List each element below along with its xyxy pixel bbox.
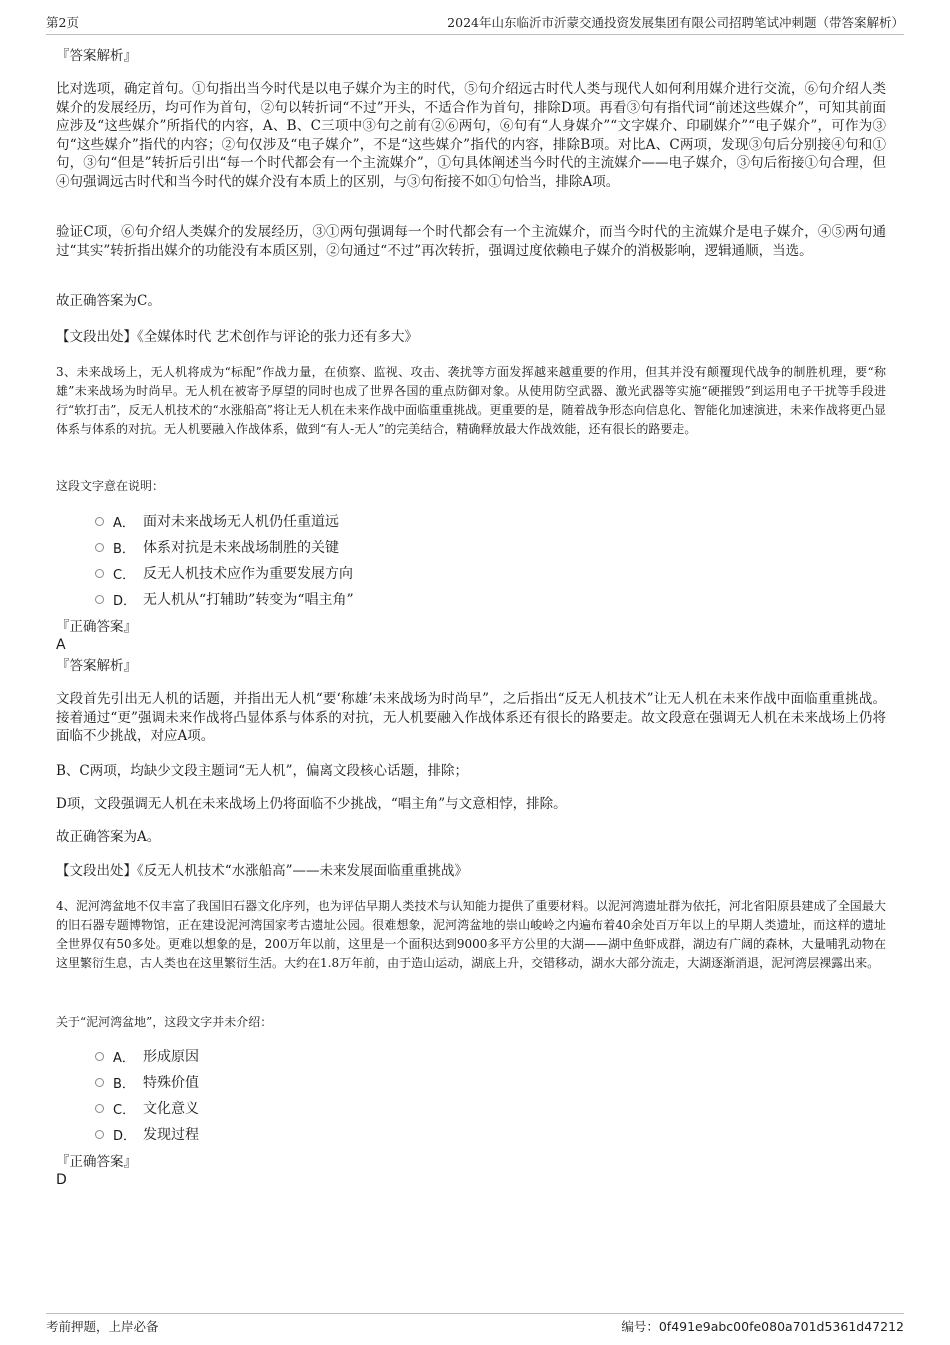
q2-source: 【文段出处】《全媒体时代 艺术创作与评论的张力还有多大》: [56, 329, 419, 345]
q4-option-d[interactable]: D． 发现过程: [95, 1121, 199, 1147]
radio-icon[interactable]: [95, 1052, 104, 1061]
radio-icon[interactable]: [95, 517, 104, 526]
q3-analysis-para2-block: [56, 762, 886, 781]
q3-source-block: [56, 862, 886, 881]
q4-question: 关于“泥河湾盆地”，这段文字并未介绍：: [56, 1015, 273, 1029]
page-number: 第2页: [46, 15, 79, 30]
q3-option-c[interactable]: C． 反无人机技术应作为重要发展方向: [95, 560, 354, 586]
q2-conclusion: 故正确答案为C。: [56, 293, 161, 309]
q3-correct-answer: A: [56, 637, 66, 653]
radio-icon[interactable]: [95, 1104, 104, 1113]
q3-analysis-para2: B、C两项，均缺少文段主题词“无人机”，偏离文段核心话题，排除；: [56, 763, 469, 779]
q2-analysis-label-block: [56, 47, 886, 65]
q3-question: 这段文字意在说明：: [56, 479, 165, 493]
q3-question-block: [56, 478, 886, 494]
q4-correct-label: 『正确答案』: [56, 1154, 137, 1170]
q4-passage: 4、泥河湾盆地不仅丰富了我国旧石器文化序列，也为评估早期人类技术与认知能力提供了重要材料。以泥河湾遗址群为依托，河北省阳原县建成了全国最大的旧石器专题博物馆，正在建设泥河湾国家考古遗址公园。很难想象，泥河湾盆地的崇山峻岭之内遍布着40余处百万年以上的早期人类遗址，而这样的遗址全世界仅有50多处。更难以想象的是，200万年以前，这里是一个面积达到9000多平方公里的大湖——湖中鱼虾成群，湖边有广阔的森林，大量哺乳动物在这里繁衍生息，古人类也在这里繁衍生活。大约在1.8万年前，由于造山运动，湖底上升，交错移动，湖水大部分流走，大湖逐渐消退，泥河湾层裸露出来。: [56, 899, 886, 970]
q3-analysis-label-block: [56, 657, 886, 675]
q4-correct-block: [56, 1153, 886, 1189]
footer-id: [621, 1317, 904, 1335]
q2-conclusion-block: [56, 292, 886, 311]
q4-option-b[interactable]: B． 特殊价值: [95, 1069, 199, 1095]
page-header: [46, 10, 904, 35]
q3-option-a[interactable]: A． 面对未来战场无人机仍任重道远: [95, 508, 354, 534]
q4-passage-block: [56, 897, 886, 973]
q3-options: [95, 508, 354, 612]
q3-analysis-para1-block: [56, 690, 886, 746]
q3-analysis-para3: D项，文段强调无人机在未来战场上仍将面临不少挑战，“唱主角”与文意相悖，排除。: [56, 796, 567, 812]
q4-option-a[interactable]: A． 形成原因: [95, 1043, 199, 1069]
q3-analysis-para3-block: [56, 795, 886, 814]
radio-icon[interactable]: [95, 543, 104, 552]
q3-passage: 3、未来战场上，无人机将成为“标配”作战力量，在侦察、监视、攻击、袭扰等方面发挥越来越重要的作用，但其并没有颠覆现代战争的制胜机理，要“称雄”未来战场为时尚早。无人机在被寄予厚望的同时也成了世界各国的重点防御对象。从使用防空武器、激光武器等实施“硬摧毁”到运用电子干扰等手段进行“软打击”，反无人机技术的“水涨船高”将让无人机在未来作战中面临重重挑战。更重要的是，随着战争形态向信息化、智能化加速演进，未来作战将更凸显体系与体系的对抗。无人机要融入作战体系，做到“有人-无人”的完美结合，精确释放最大作战效能，还有很长的路要走。: [56, 365, 886, 436]
footer-code: 0f491e9abc00fe080a701d5361d47212: [658, 1319, 904, 1334]
q3-correct-label: 『正确答案』: [56, 619, 137, 635]
q2-analysis-para1-block: [56, 80, 886, 191]
radio-icon[interactable]: [95, 1078, 104, 1087]
q3-option-d[interactable]: D． 无人机从“打辅助”转变为“唱主角”: [95, 586, 354, 612]
document-title: 2024年山东临沂市沂蒙交通投资发展集团有限公司招聘笔试冲刺题（带答案解析）: [447, 15, 904, 30]
q2-source-block: [56, 328, 886, 347]
q2-analysis-para1: 比对选项，确定首句。①句指出当今时代是以电子媒介为主的时代，⑤句介绍远古时代人类与现代人如何利用媒介进行交流，⑥句介绍人类媒介的发展经历，均可作为首句，②句以转折词“不过”开头，不适合作为首句，排除D项。再看③句有指代词“前述这些媒介”，可知其前面应涉及“这些媒介”所指代的内容，A、B、C三项中③句之前有②⑥两句，⑥句有“人身媒介”“文字媒介、印刷媒介”“电子媒介”，可作为③句“这些媒介”指代的内容；②句仅涉及“电子媒介”，不是“这些媒介”指代的内容，排除B项。对比A、C两项，发现③句后分别接④句和①句，③句“但是”转折后引出“每一个时代都会有一个主流媒介”，①句具体阐述当今时代的主流媒介——电子媒介，③句后衔接①句合理，但④句强调远古时代和当今时代的媒介没有本质上的区别，与③句衔接不如①句恰当，排除A项。: [56, 81, 886, 190]
q3-analysis-para1: 文段首先引出无人机的话题，并指出无人机“要‘称雄’未来战场为时尚早”，之后指出“反无人机技术”让无人机在未来作战中面临重重挑战。接着通过“更”强调未来作战将凸显体系与体系的对抗，无人机要融入作战体系还有很长的路要走。故文段意在强调无人机在未来战场上仍将面临不少挑战，对应A项。: [56, 691, 886, 744]
footer-slogan: 考前押题，上岸必备: [46, 1319, 159, 1334]
radio-icon[interactable]: [95, 595, 104, 604]
radio-icon[interactable]: [95, 1130, 104, 1139]
q3-source: 【文段出处】《反无人机技术“水涨船高”——未来发展面临重重挑战》: [56, 863, 469, 879]
q2-analysis-label: 『答案解析』: [56, 48, 137, 64]
q3-passage-block: [56, 363, 886, 439]
q4-option-c[interactable]: C． 文化意义: [95, 1095, 199, 1121]
q2-analysis-para2: 验证C项，⑥句介绍人类媒介的发展经历，③①两句强调每一个时代都会有一个主流媒介，而当今时代的主流媒介是电子媒介，④⑤两句通过“其实”转折指出媒介的功能没有本质区别，②句通过“不过”再次转折，强调过度依赖电子媒介的消极影响，逻辑通顺，当选。: [56, 224, 886, 259]
q3-conclusion: 故正确答案为A。: [56, 829, 161, 845]
page-footer: [46, 1313, 904, 1334]
q3-conclusion-block: [56, 828, 886, 847]
q3-option-b[interactable]: B． 体系对抗是未来战场制胜的关键: [95, 534, 354, 560]
q4-options: [95, 1043, 199, 1147]
q3-correct-block: [56, 618, 886, 654]
q4-question-block: [56, 1014, 886, 1030]
q4-correct-answer: D: [56, 1172, 67, 1188]
footer-code-label: 编号：: [621, 1319, 659, 1334]
q2-analysis-para2-block: [56, 223, 886, 260]
q3-analysis-label: 『答案解析』: [56, 658, 137, 674]
radio-icon[interactable]: [95, 569, 104, 578]
